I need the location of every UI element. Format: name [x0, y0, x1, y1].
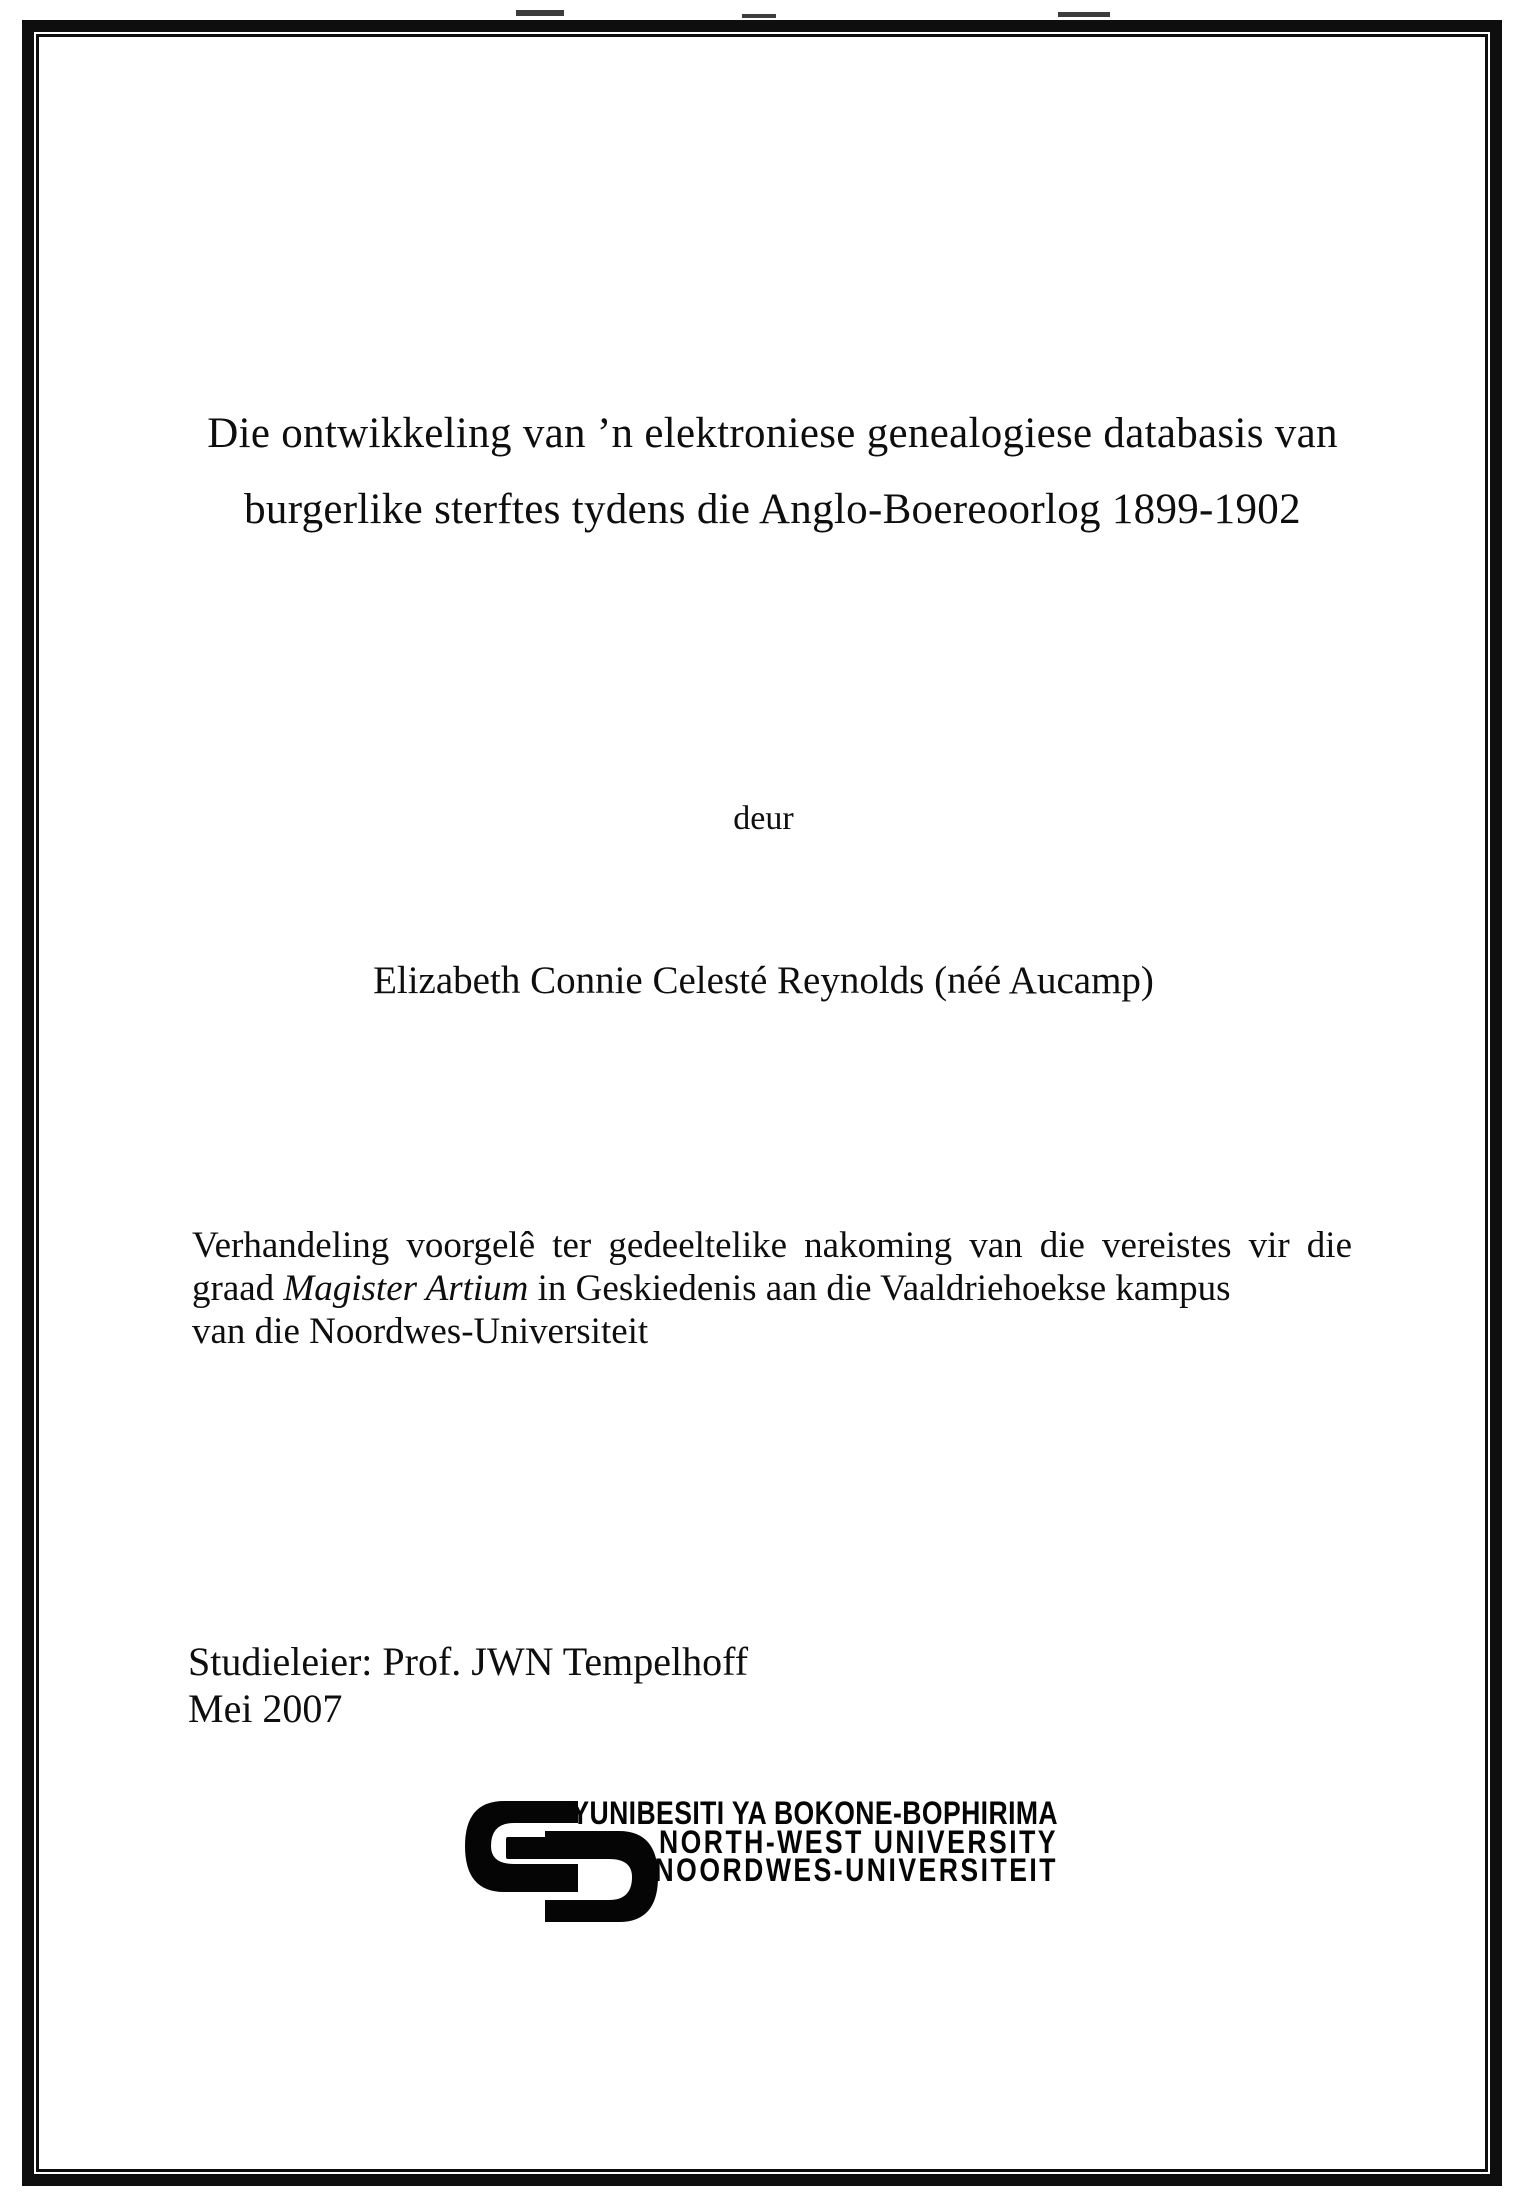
thesis-statement-line-2-pre: graad [192, 1268, 284, 1309]
scan-artifact [1058, 12, 1110, 17]
thesis-title-line-1: Die ontwikkeling van ’n elektroniese genealogiese databasis van [207, 410, 1338, 457]
byline: deur [733, 800, 794, 837]
thesis-statement-line-3: van die Noordwes-Universiteit [192, 1311, 649, 1352]
university-name-english: NORTH-WEST UNIVERSITY [658, 1823, 1058, 1860]
supervisor-block [188, 1638, 748, 1732]
thesis-statement-line-2 [192, 1267, 1352, 1310]
thesis-statement [192, 1224, 1352, 1353]
date-line: Mei 2007 [188, 1686, 343, 1731]
thesis-statement-line-2-post: in Geskiedenis aan die Vaaldriehoekse kampus [528, 1268, 1231, 1309]
university-name-setswana: YUNIBESITI YA BOKONE-BOPHIRIMA [571, 1795, 1058, 1831]
thesis-title [18, 396, 1527, 548]
thesis-statement-line-1: Verhandeling voorgelê ter gedeeltelike nakoming van die vereistes vir die [192, 1225, 1352, 1266]
author-name: Elizabeth Connie Celesté Reynolds (néé Aucamp) [373, 959, 1154, 1002]
scan-artifact [742, 14, 776, 18]
thesis-title-line-2: burgerlike sterftes tydens die Anglo-Boereoorlog 1899-1902 [244, 486, 1301, 533]
university-name-afrikaans: NOORDWES-UNIVERSITEIT [654, 1852, 1058, 1888]
university-wordmark [560, 1795, 1058, 1888]
scan-artifact [516, 10, 564, 16]
degree-name: Magister Artium [283, 1268, 529, 1309]
supervisor-line: Studieleier: Prof. JWN Tempelhoff [188, 1639, 749, 1684]
